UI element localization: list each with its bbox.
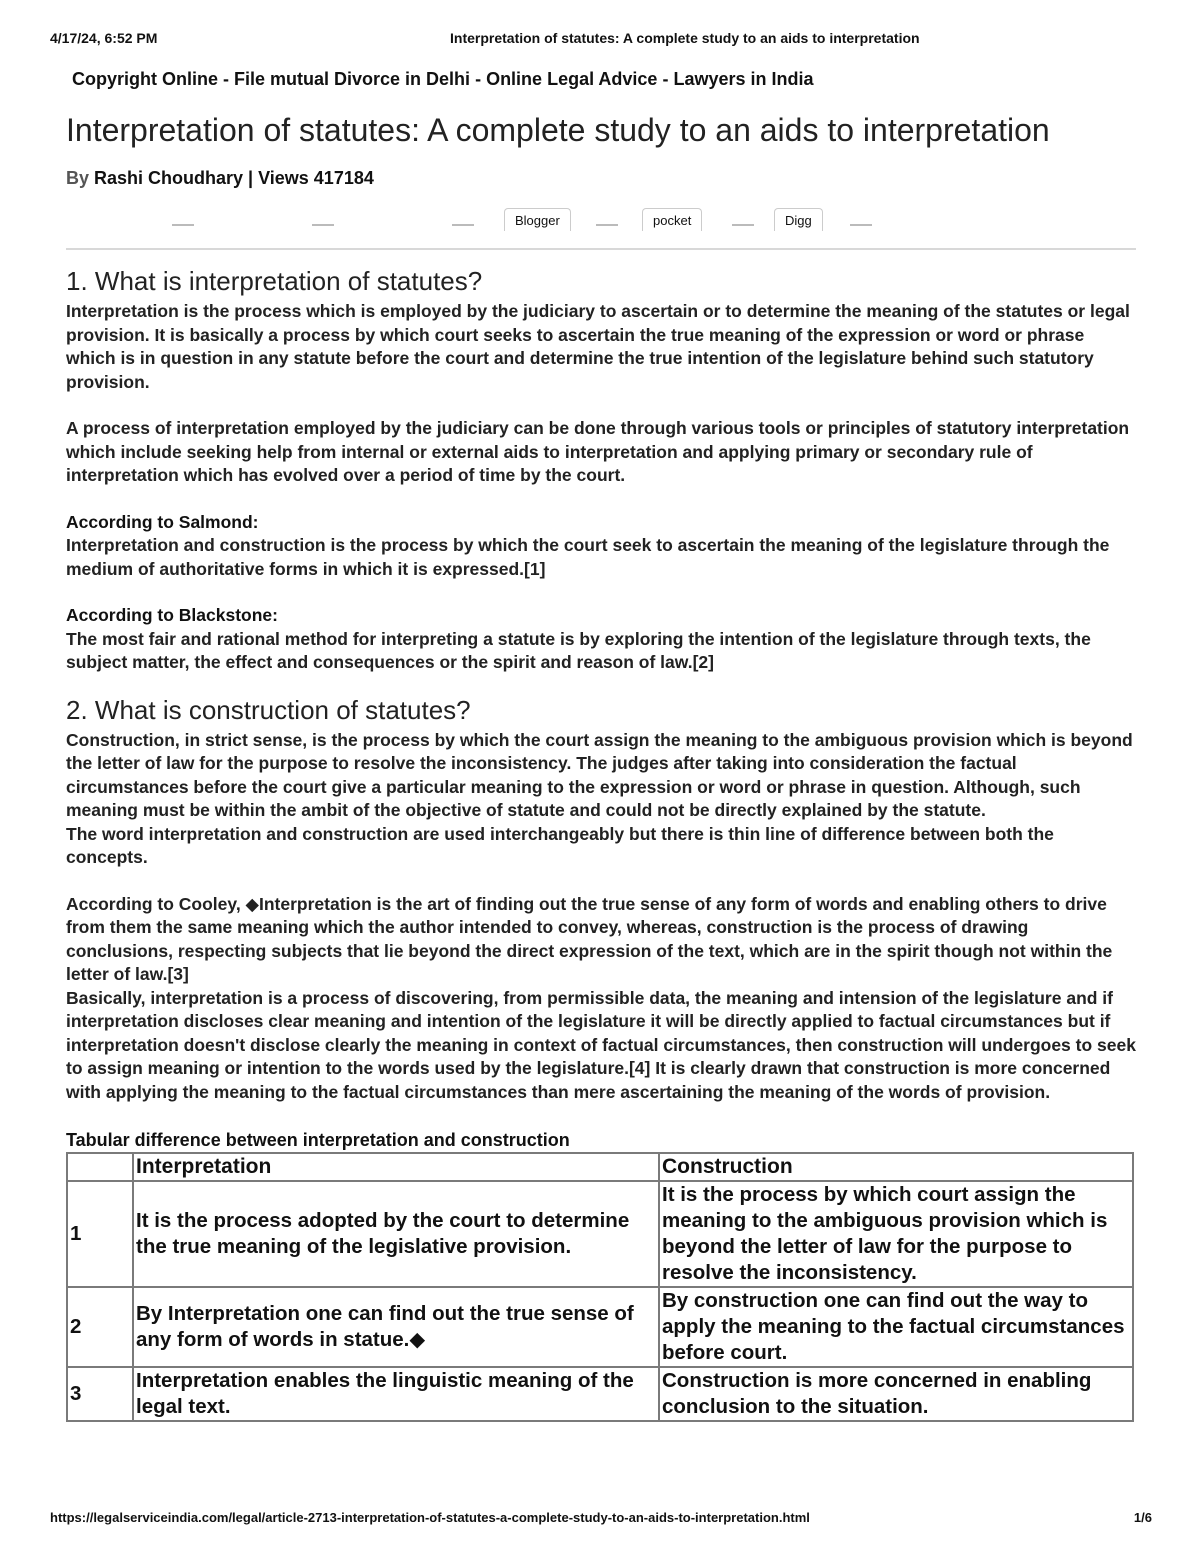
share-button-stub[interactable] [732,224,754,226]
table-cell: It is the process adopted by the court to determine the true meaning of the legislative provision. [133,1181,659,1287]
table-caption: Tabular difference between interpretation and construction [66,1130,570,1150]
article-content [66,66,1136,1422]
link-separator: - [218,69,234,89]
table-row [67,1367,1133,1421]
salmond-heading: According to Salmond: [66,511,259,532]
paragraph: Interpretation and construction is the process by which the court seek to ascertain the meaning of the legislature through the medium of authoritative forms in which it is expressed.[1] [66,535,1110,579]
table-cell: 1 [67,1181,133,1287]
share-digg-button[interactable]: Digg [774,208,823,231]
share-button-stub[interactable] [172,224,194,226]
table-header-row [67,1153,1133,1181]
link-copyright-online[interactable]: Copyright Online [72,69,218,89]
paragraph: According to Cooley, ◆Interpretation is the art of finding out the true sense of any form of words and enabling others to drive from them the same meaning which the author intended to convey, whereas, construction is the process of drawing conclusions, respecting subjects that lie beyond the direct expression of the text, which are in the spirit though not within the letter of law.[3] [66,893,1113,984]
paragraph: Interpretation is the process which is employed by the judiciary to ascertain or to determine the meaning of the statutes or legal provision. It is basically a process by which court seeks to ascertain the true meaning of the expression or word or phrase which is in question in any statute before the court and determine the true intention of the legislature behind such statutory provision. [66,301,1130,392]
link-mutual-divorce[interactable]: File mutual Divorce in Delhi [234,69,471,89]
print-header [0,30,1200,50]
table-cell: 3 [67,1367,133,1421]
page-title: Interpretation of statutes: A complete study to an aids to interpretation [66,112,1050,148]
table-cell: It is the process by which court assign the meaning to the ambiguous provision which is beyond the letter of law for the purpose to resolve the inconsistency. [659,1181,1133,1287]
site-links-bar [72,66,1136,92]
author-views[interactable]: Rashi Choudhary | Views 417184 [94,168,374,188]
table-row [67,1287,1133,1367]
share-blogger-button[interactable]: Blogger [504,208,571,231]
link-lawyers-in-india[interactable]: Lawyers in India [673,69,814,89]
paragraph: Construction, in strict sense, is the process by which the court assign the meaning to the ambiguous provision which is beyond the letter of law for the purpose to resolve the inconsistency. The judges after taking into consideration the factual circumstances before the court give a particular meaning to the expression or word or phrase in question. Although, such meaning must be within the ambit of the objective of statute and could not be directly explained by the statute. [66,729,1133,820]
page-number: 1/6 [1133,1510,1152,1525]
share-bar [66,206,1136,240]
divider [66,248,1136,250]
table-header-cell [67,1153,133,1181]
paragraph: The most fair and rational method for interpreting a statute is by exploring the intention of the legislature through texts, the subject matter, the effect and consequences or the spirit and reason of law.[2] [66,628,1091,672]
section-heading-2: 2. What is construction of statutes? [66,694,471,725]
table-row [67,1181,1133,1287]
byline [66,168,1136,192]
paragraph: The word interpretation and construction are used interchangeably but there is thin line of difference between both the concepts. [66,823,1054,867]
share-pocket-button[interactable]: pocket [642,208,702,231]
share-button-stub[interactable] [452,224,474,226]
paragraph: A process of interpretation employed by the judiciary can be done through various tools or principles of statutory interpretation which include seeking help from internal or external aids to interpretation and applying primary or secondary rule of interpretation which has evolved over a period of time by the court. [66,418,1130,485]
table-cell: By construction one can find out the way to apply the meaning to the factual circumstances before court. [659,1287,1133,1367]
link-separator: - [470,69,487,89]
paragraph: Basically, interpretation is a process of discovering, from permissible data, the meaning and intension of the legislature and if interpretation discloses clear meaning and intention of the legislature it will be directly applied to factual circumstances but if interpretation doesn't disclose clearly the meaning in context of factual circumstances, then construction will undergoes to seek to assign meaning or intention to the words used by the legislature.[4] It is clearly drawn that construction is more concerned with applying the meaning to the factual circumstances than mere ascertaining the meaning of the words of provision. [66,987,1136,1102]
table-header-cell: Construction [659,1153,1133,1181]
print-footer [0,1510,1200,1530]
table-cell: By Interpretation one can find out the true sense of any form of words in statue.◆ [133,1287,659,1367]
blackstone-heading: According to Blackstone: [66,605,278,625]
section-heading-1: 1. What is interpretation of statutes? [66,266,483,296]
table-cell: Construction is more concerned in enabling conclusion to the situation. [659,1367,1133,1421]
difference-table [66,1152,1134,1422]
share-button-stub[interactable] [850,224,872,226]
share-button-stub[interactable] [312,224,334,226]
table-cell: 2 [67,1287,133,1367]
table-cell: Interpretation enables the linguistic meaning of the legal text. [133,1367,659,1421]
print-title: Interpretation of statutes: A complete study to an aids to interpretation [450,30,920,46]
share-button-stub[interactable] [596,224,618,226]
link-separator: - [657,69,674,89]
byline-label: By [66,168,90,188]
table-header-cell: Interpretation [133,1153,659,1181]
print-url: https://legalserviceindia.com/legal/article-2713-interpretation-of-statutes-a-complete-study-to-an-aids-to-interpretation.html [50,1510,810,1525]
link-online-legal-advice[interactable]: Online Legal Advice [486,69,658,89]
print-date: 4/17/24, 6:52 PM [50,30,158,46]
